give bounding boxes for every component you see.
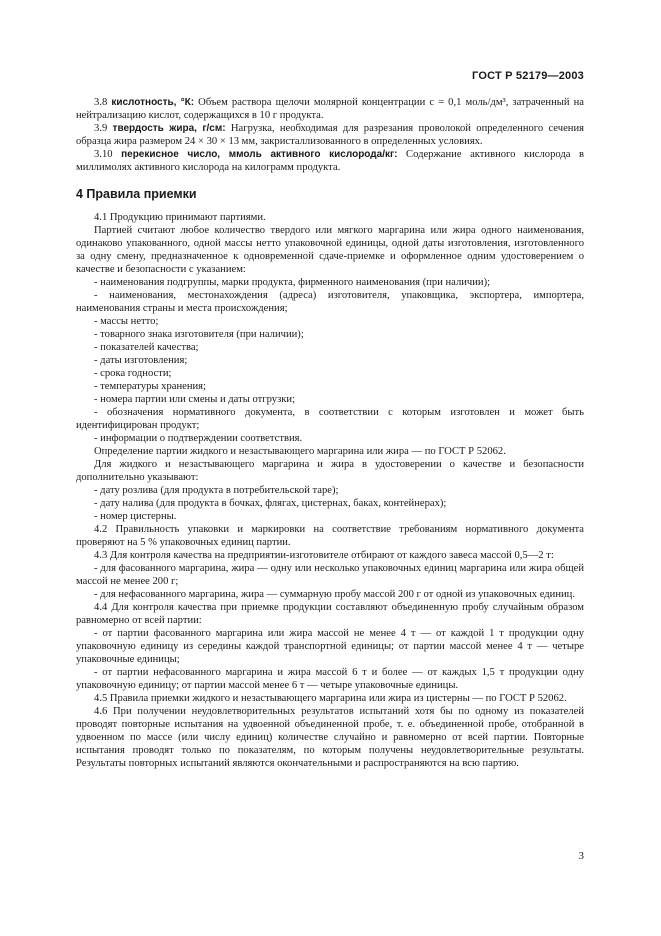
list-item: - наименования подгруппы, марки продукта, фирменного наименования (при наличии); [94, 277, 491, 288]
liquid-info-list [76, 484, 584, 523]
list-item: - для нефасованного маргарина, жира — суммарную пробу массой 200 г от одной из упаковочных единиц. [94, 589, 575, 600]
list-item: - информации о подтверждении соответствия. [94, 433, 303, 444]
sampling-list-manufacturer [76, 562, 584, 601]
definition-3-8: 3.8 кислотность, °К: Объем раствора щелочи молярной концентрации с = 0,1 моль/дм³, затраченный на нейтрализацию кислот, содержащихся в 10 г продукта. [76, 97, 584, 121]
paragraph-liquid-certificate: Для жидкого и незастывающего маргарина и жира в удостоверении о качестве и безопасности дополнительно указывают: [76, 459, 584, 483]
standard-header: ГОСТ Р 52179—2003 [472, 70, 584, 82]
paragraph-4-1: 4.1 Продукцию принимают партиями. [94, 212, 266, 223]
term-peroxide-value: перекисное число, ммоль активного кислорода/кг: [121, 149, 398, 160]
list-item: - номера партии или смены и даты отгрузки; [94, 394, 296, 405]
page-number: 3 [578, 850, 584, 862]
batch-info-list [76, 276, 584, 445]
list-item: - дату розлива (для продукта в потребительской таре); [94, 485, 339, 496]
list-item: - температуры хранения; [94, 381, 206, 392]
document-body [76, 96, 584, 770]
list-item: - дату налива (для продукта в бочках, флягах, цистернах, баках, контейнерах); [94, 498, 447, 509]
definition-3-9: 3.9 твердость жира, г/см: Нагрузка, необходимая для разрезания проволокой определенного сечения образца жира размером 24 × 30 × 13 мм, закристаллизованного в определенных условиях. [76, 123, 584, 147]
list-item: - номер цистерны. [94, 511, 177, 522]
term-fat-hardness: твердость жира, г/см: [112, 123, 226, 134]
paragraph-4-3: 4.3 Для контроля качества на предприятии-изготовителе отбирают от каждого завеса массой 0,5—2 т: [94, 550, 554, 561]
list-item: - от партии фасованного маргарина или жира массой не менее 4 т — от каждой 1 т продукции одну упаковочную единицу из середины каждой транспортной единицы; от партии массой менее 4 т — четыре упаковочные единицы; [76, 628, 584, 665]
list-item: - для фасованного маргарина, жира — одну или несколько упаковочных единиц маргарина или жира общей массой не менее 200 г; [76, 563, 584, 587]
paragraph-4-5: 4.5 Правила приемки жидкого и незастывающего маргарина или жира из цистерны — по ГОСТ Р 52062. [94, 693, 567, 704]
list-item: - показателей качества; [94, 342, 199, 353]
paragraph-4-6: 4.6 При получении неудовлетворительных результатов испытаний хотя бы по одному из показателей проводят повторные испытания на удвоенной объединенной пробе, т. е. объединенной пробе, отобранной в удвоенном по массе (или числу единиц) количестве случайно и равномерно от всей партии. Повторные испытания проводят только по показателям, по которым получены неудовлетворительные результаты. Результаты повторных испытаний являются окончательными и распространяются на всю партию. [76, 706, 584, 769]
list-item: - даты изготовления; [94, 355, 188, 366]
list-item: - наименования, местонахождения (адреса) изготовителя, упаковщика, экспортера, импортера, наименования страны и места происхождения; [76, 290, 584, 314]
list-item: - срока годности; [94, 368, 172, 379]
paragraph-4-4: 4.4 Для контроля качества при приемке продукции составляют объединенную пробу случайным образом равномерно от всей партии: [76, 602, 584, 626]
paragraph-batch-definition: Партией считают любое количество твердого или мягкого маргарина или жира одного наименования, одинаково упакованного, одной массы нетто упаковочной единицы, одной даты изготовления, изготовленного за одну смену, предназначенное к одновременной сдаче-приемке и оформленное одним удостоверением о качестве и безопасности с указанием: [76, 225, 584, 275]
list-item: - обозначения нормативного документа, в соответствии с которым изготовлен и может быть идентифицирован продукт; [76, 407, 584, 431]
section-title: 4 Правила приемки [76, 187, 197, 201]
list-item: - товарного знака изготовителя (при наличии); [94, 329, 304, 340]
paragraph-liquid-batch: Определение партии жидкого и незастывающего маргарина или жира — по ГОСТ Р 52062. [94, 446, 506, 457]
paragraph-4-2: 4.2 Правильность упаковки и маркировки на соответствие требованиям нормативного документа проверяют на 5 % упаковочных единиц партии. [76, 524, 584, 548]
sampling-list-acceptance [76, 627, 584, 692]
term-acidity: кислотность, °К: [111, 97, 195, 108]
list-item: - от партии нефасованного маргарина и жира массой 6 т и более — от каждых 1,5 т продукции одну упаковочную единицу; от партии массой менее 6 т — четыре упаковочные единицы. [76, 667, 584, 691]
definition-3-10: 3.10 перекисное число, ммоль активного кислорода/кг: Содержание активного кислорода в миллимолях активного кислорода на килограмм продукта. [76, 149, 584, 173]
list-item: - массы нетто; [94, 316, 159, 327]
